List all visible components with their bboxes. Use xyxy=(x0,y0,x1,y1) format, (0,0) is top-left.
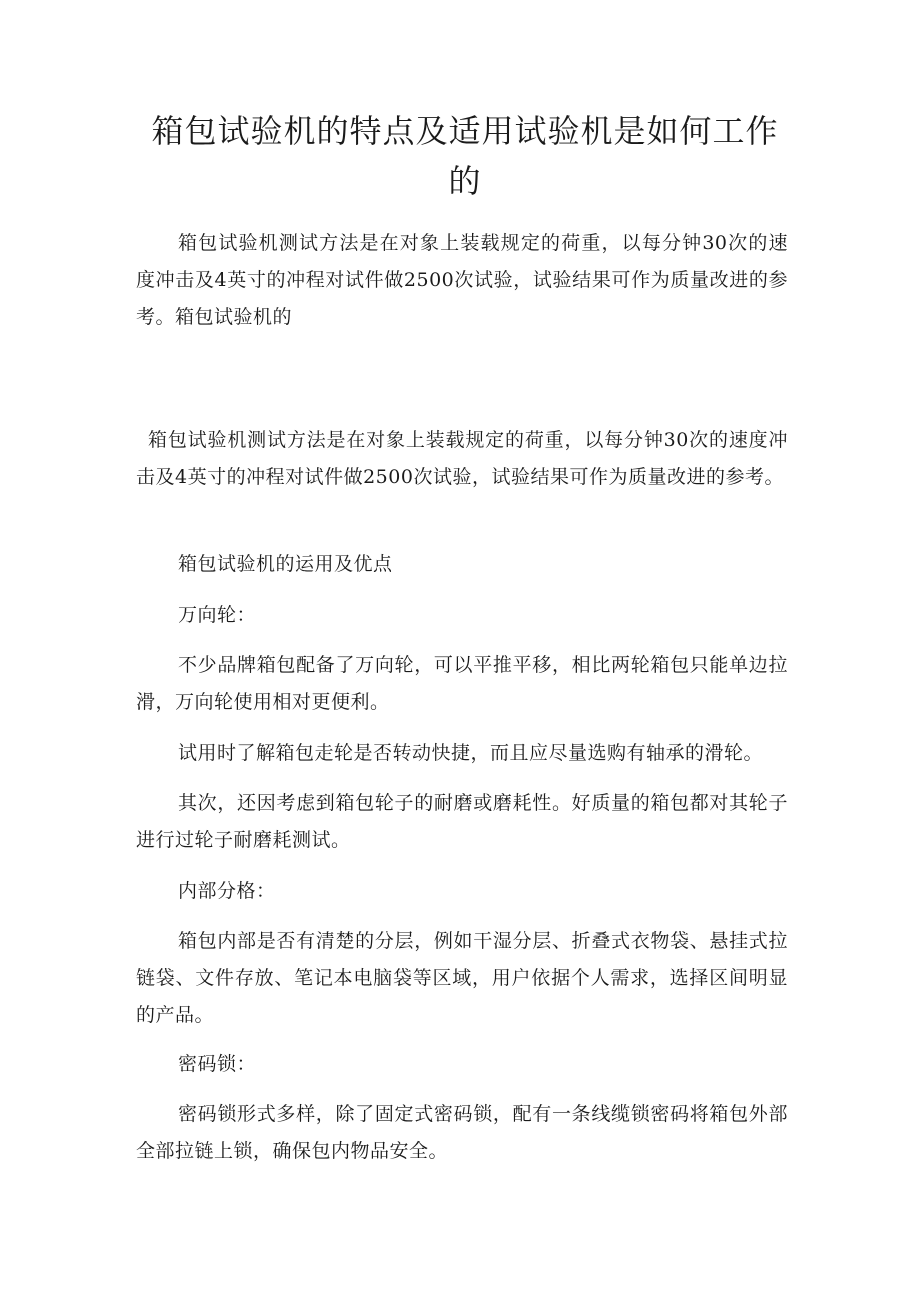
paragraph-wheels-trial: 试用时了解箱包走轮是否转动快捷，而且应尽量选购有轴承的滑轮。 xyxy=(178,742,764,764)
section-heading-usage: 箱包试验机的运用及优点 xyxy=(178,553,393,575)
paragraph-lock: 密码锁形式多样，除了固定式密码锁，配有一条线缆锁密码将箱包外部全部拉链上锁，确保包内物品安全。 xyxy=(136,1103,788,1162)
paragraph-intro: 箱包试验机测试方法是在对象上装载规定的荷重，以每分钟30次的速度冲击及4英寸的冲程对试件做2500次试验，试验结果可作为质量改进的参考。箱包试验机的 xyxy=(136,232,788,328)
section-heading-lock: 密码锁： xyxy=(178,1053,257,1075)
paragraph-compartments: 箱包内部是否有清楚的分层，例如干湿分层、折叠式衣物袋、悬挂式拉链袋、文件存放、笔记本电脑袋等区域，用户依据个人需求，选择区间明显的产品。 xyxy=(136,930,788,1026)
paragraph-wheels: 不少品牌箱包配备了万向轮，可以平推平移，相比两轮箱包只能单边拉滑，万向轮使用相对更便利。 xyxy=(136,654,788,713)
section-heading-wheels: 万向轮： xyxy=(178,604,257,626)
paragraph-test-method: 箱包试验机测试方法是在对象上装载规定的荷重，以每分钟30次的速度冲击及4英寸的冲程对试件做2500次试验，试验结果可作为质量改进的参考。 xyxy=(136,429,788,488)
document-title: 箱包试验机的特点及适用试验机是如何工作的 xyxy=(151,112,779,200)
section-heading-compartments: 内部分格： xyxy=(178,880,276,902)
paragraph-wheels-wear: 其次，还因考虑到箱包轮子的耐磨或磨耗性。好质量的箱包都对其轮子进行过轮子耐磨耗测试。 xyxy=(136,792,788,851)
